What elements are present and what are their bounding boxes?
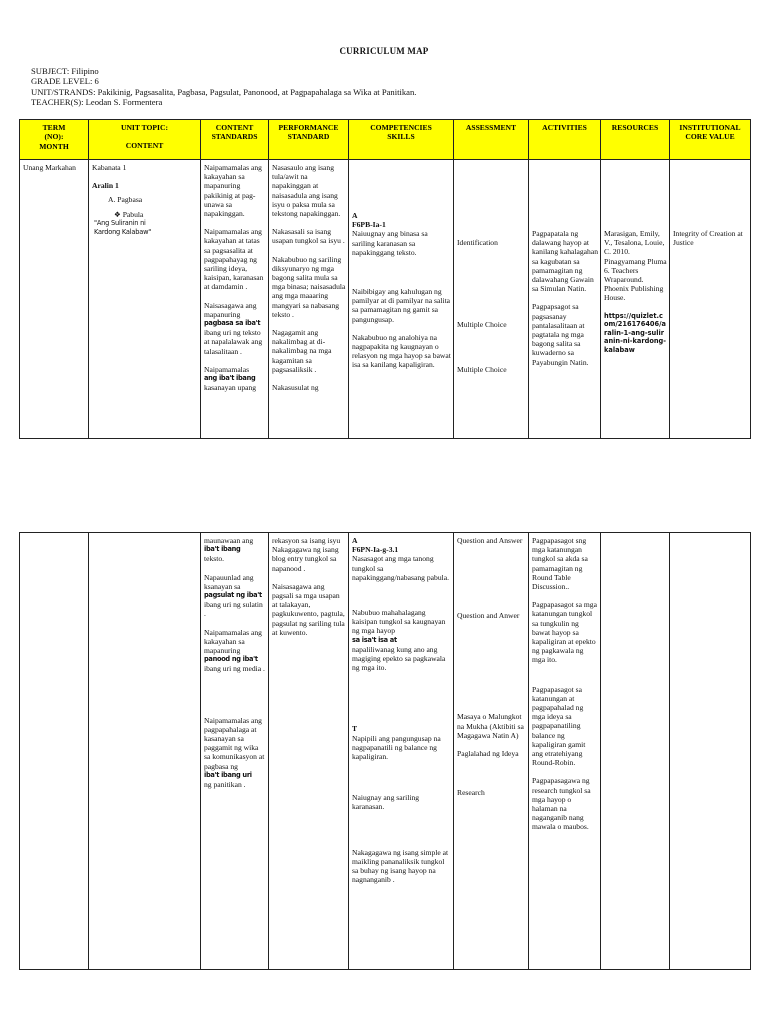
- header-assessment: ASSESSMENT: [454, 120, 529, 160]
- core-value-cell: Integrity of Creation at Justice: [670, 160, 751, 439]
- core-value-cell: [670, 533, 751, 970]
- header-competencies: COMPETENCIES SKILLS: [349, 120, 454, 160]
- document-title: CURRICULUM MAP: [339, 46, 429, 56]
- header-row: [20, 120, 751, 160]
- resource-link[interactable]: https://quizlet.com/216176406/aralin-1-ang-suliranin-ni-kardong-kalabaw: [604, 311, 667, 354]
- grade-line: GRADE LEVEL: 6: [31, 76, 99, 87]
- competencies-cell: A F6PB-Ia-1 Naiuugnay ang binasa sa sariling karanasan sa napakinggang teksto. Naibibigay ang kahulugan ng pamilyar at di pamilyar na salita sa pamamagitan ng gamit sa pangungusap. Nakabubuo ng analohiya na nagpapakita ng kaugnayan o relasyon ng mga hayop sa bawat isa sa kanilang kapaligiran.: [349, 160, 454, 439]
- term-cell: Unang Markahan: [20, 160, 89, 439]
- document-meta: [31, 66, 416, 108]
- unit-topic-cell: [89, 533, 201, 970]
- aralin-label: Aralin 1: [92, 181, 119, 191]
- header-performance-standard: PERFORMANCE STANDARD: [269, 120, 349, 160]
- competencies-cell: A F6PN-Ia-g-3.1 Nasasagot ang mga tanong tungkol sa napakinggang/nabasang pabula. Nabubuo mahahalagang kaisipan tungkol sa kaugnayan ng mga hayop sa isa't isa at napaliliwanag kung ano ang magiging epekto sa pagkawala ng mga ito. T Napipili ang pangungusap na nagpapanatili ng balance ng kapaligiran. Naiugnay ang sariling karanasan. Nakagagawa ng isang simple at maikling pananaliksik tungkol sa buhay ng isang hayop na nagnanganib .: [349, 533, 454, 970]
- competency-code: F6PN-Ia-g-3.1: [352, 545, 399, 555]
- teacher-line: TEACHER(S): Leodan S. Formentera: [31, 97, 163, 108]
- curriculum-table-page-1: [19, 119, 751, 439]
- table-row: [20, 533, 751, 970]
- assessment-cell: Question and Answer Question and Anwer Masaya o Malungkot na Mukha (Aktibiti sa Magagawa Natin A) Paglalahad ng Ideya Research: [454, 533, 529, 970]
- header-resources: RESOURCES: [601, 120, 670, 160]
- header-unit-topic: UNIT TOPIC: CONTENT: [89, 120, 201, 160]
- strands-line: UNIT/STRANDS: Pakikinig, Pagsasalita, Pagbasa, Pagsulat, Panonood, at Pagpapahalaga sa Wika at Panitikan.: [31, 86, 417, 97]
- subject-line: SUBJECT: Filipino: [31, 66, 99, 76]
- content-standards-cell: maunawaan ang iba't ibang teksto. Napauunlad ang ksanayan sa pagsulat ng iba't ibang uri ng sulatin . Naipamamalas ang kakayahan sa mapanuring panood ng iba't ibang uri ng media . Naipamamalas ang pagpapahalaga at kasanayan sa paggamit ng wika sa komunikasyon at pagbasa ng iba't ibang uri ng panitikan .: [201, 533, 269, 970]
- table-row: [20, 160, 751, 439]
- performance-standard-cell: Nasasaulo ang isang tula/awit na napakinggan at naisasadula ang isang isyu o paksa mula sa tekstong napakinggan. Nakasasali sa isang usapan tungkol sa isyu . Nakabubuo ng sariling diksyunaryo ng mga bagong salita mula sa mga binasa; naisasadula ang mga maaaring mangyari sa nabasang teksto . Nagagamit ang nakalimbag at di-nakalimbag na mga kagamitan sa pagsasaliksik . Nakasusulat ng: [269, 160, 349, 439]
- header-term: TERM (NO): MONTH: [20, 120, 89, 160]
- story-title: "Ang Suliranin ni: [94, 218, 146, 227]
- resources-cell: Marasigan, Emily, V., Tesalona, Louie, C. 2010. Pinagyamang Pluma 6. Teachers Wraparound. Phoenix Publishing House. https://quizlet.com/216176406/aralin-1-ang-suliranin-ni-kardong-kalabaw: [601, 160, 670, 439]
- activities-cell: Pagpapatala ng dalawang hayop at kanilang kahalagahan sa kagubatan sa pamamagitan ng dalawahang Gawain sa Simulan Natin. Pagpapsagot sa pagsasanay pantalasalitaan at pagtatala ng mga bagong salita sa kuwaderno sa Payabungin Natin.: [529, 160, 601, 439]
- header-content-standards: CONTENT STANDARDS: [201, 120, 269, 160]
- unit-topic-cell: Kabanata 1 Aralin 1 A. Pagbasa ❖ Pabula "Ang Suliranin ni Kardong Kalabaw": [89, 160, 201, 439]
- header-activities: ACTIVITIES: [529, 120, 601, 160]
- content-standards-cell: Naipamamalas ang kakayahan sa mapanuring pakikinig at pag- unawa sa napakinggan. Naipamamalas ang kakayahan at tatas sa pagsasalita at pagpapahayag ng sariling ideya, kaisipan, karanasan at damdamin . Naisasagawa ang mapanuring pagbasa sa iba't ibang uri ng teksto at napalalawak ang talasalitaan . Naipamamalas ang iba't ibang kasanayan upang: [201, 160, 269, 439]
- resources-cell: [601, 533, 670, 970]
- activities-cell: Pagpapasagot sng mga katanungan tungkol sa akda sa pamamagitan ng Round Table Discussion.. Pagpapasagot sa mga katanungan tungkol sa tungkulin ng bawat hayop sa kapaligiran at epekto ng pagkawala ng mga ito. Pagpapasagot sa katanungan at pagpapahalad ng mga ideya sa pagpapanatiling balance ng kapaligiran gamit ang etratehiyang Round-Robin. Pagpapasagawa ng research tungkol sa mga hayop o halaman na naganganib nang mawala o maubos.: [529, 533, 601, 970]
- assessment-cell: Identification Multiple Choice Multiple Choice: [454, 160, 529, 439]
- header-core-value: INSTITUTIONAL CORE VALUE: [670, 120, 751, 160]
- performance-standard-cell: rekasyon sa isang isyu Nakagagawa ng isang blog entry tungkol sa napanood . Naisasagawa ang pagsali sa mga usapan at talakayan, pagkukuwento, pagtula, pagsulat ng sariling tula at kuwento.: [269, 533, 349, 970]
- curriculum-table-page-2: [19, 532, 751, 970]
- term-cell: [20, 533, 89, 970]
- competency-code: F6PB-Ia-1: [352, 220, 386, 230]
